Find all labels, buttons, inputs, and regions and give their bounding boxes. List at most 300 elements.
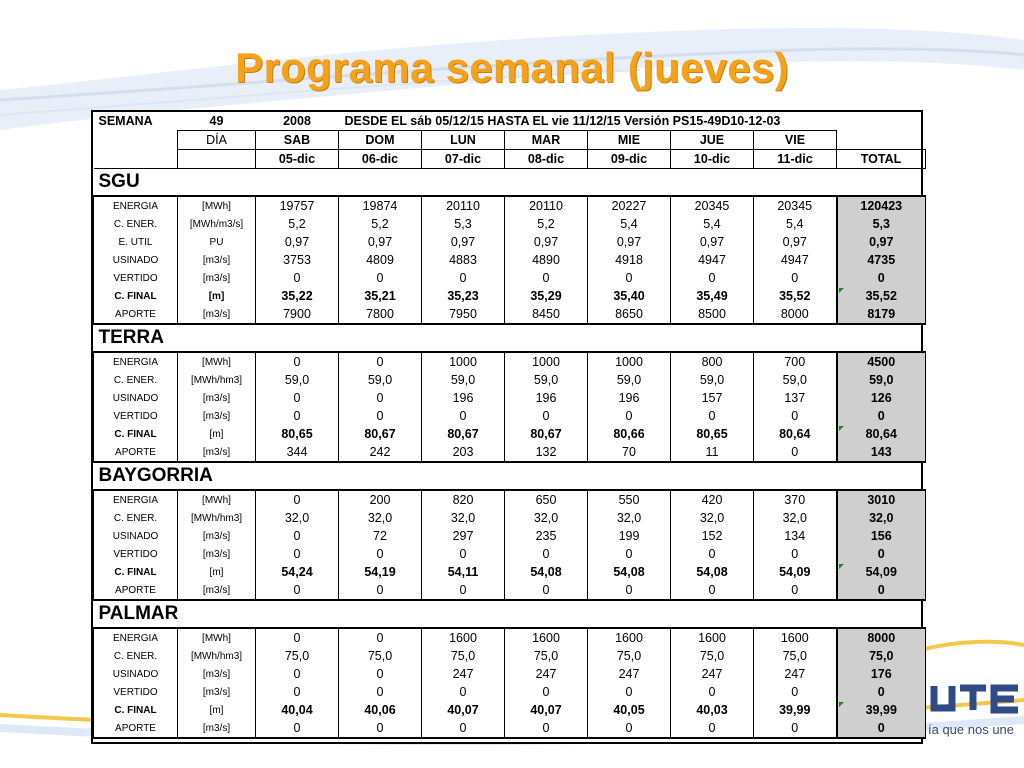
table-row	[94, 443, 926, 462]
value-cell: 59,0	[588, 371, 671, 389]
value-cell: 0	[339, 719, 422, 738]
row-label: USINADO	[94, 665, 178, 683]
value-cell: 0	[754, 545, 837, 563]
weekly-program-table	[93, 112, 926, 739]
value-cell: 80,65	[256, 425, 339, 443]
total-cell	[837, 425, 926, 443]
value-cell: 54,11	[422, 563, 505, 581]
value-cell: 0	[505, 581, 588, 600]
row-label: C. FINAL	[94, 425, 178, 443]
table-row	[94, 527, 926, 545]
value-cell: 54,19	[339, 563, 422, 581]
value-cell: 0,97	[256, 233, 339, 251]
value-cell: 132	[505, 443, 588, 462]
table-row	[94, 581, 926, 600]
row-label: E. UTIL	[94, 233, 178, 251]
value-cell: 0	[256, 683, 339, 701]
value-cell: 0,97	[422, 233, 505, 251]
row-label: C. FINAL	[94, 287, 178, 305]
value-cell: 0	[256, 389, 339, 407]
row-unit: [m3/s]	[178, 527, 256, 545]
row-label: APORTE	[94, 305, 178, 324]
value-cell: 5,2	[505, 215, 588, 233]
cell-comment-marker-icon	[839, 288, 844, 293]
value-cell: 370	[754, 490, 837, 509]
table-row	[94, 269, 926, 287]
row-label: C. FINAL	[94, 563, 178, 581]
total-value: 39,99	[865, 703, 897, 717]
value-cell: 0	[754, 719, 837, 738]
day-date-2: 07-dic	[422, 150, 505, 169]
page-title: Programa semanal (jueves)	[235, 44, 789, 91]
value-cell: 0	[588, 581, 671, 600]
row-label: VERTIDO	[94, 269, 178, 287]
value-cell: 1600	[754, 628, 837, 647]
value-cell: 0	[422, 581, 505, 600]
row-unit: [MWh]	[178, 196, 256, 215]
total-cell	[837, 407, 926, 425]
value-cell: 70	[588, 443, 671, 462]
total-value: 54,09	[865, 565, 897, 579]
section-name: SGU	[94, 169, 926, 197]
table-row	[94, 425, 926, 443]
section-name: TERRA	[94, 324, 926, 352]
value-cell: 3753	[256, 251, 339, 269]
value-cell: 35,40	[588, 287, 671, 305]
value-cell: 0	[256, 665, 339, 683]
value-cell: 820	[422, 490, 505, 509]
total-value: 0,97	[869, 235, 894, 249]
row-unit: [m3/s]	[178, 443, 256, 462]
value-cell: 32,0	[339, 509, 422, 527]
value-cell: 80,65	[671, 425, 754, 443]
value-cell: 0	[256, 269, 339, 287]
day-name-5: JUE	[671, 131, 754, 150]
total-value: 32,0	[869, 511, 894, 525]
day-date-3: 08-dic	[505, 150, 588, 169]
value-cell: 20110	[422, 196, 505, 215]
table-row	[94, 683, 926, 701]
blank-cell	[837, 131, 926, 150]
table-row	[94, 251, 926, 269]
value-cell: 0	[588, 719, 671, 738]
row-label: ENERGIA	[94, 490, 178, 509]
total-cell	[837, 581, 926, 600]
value-cell: 0	[256, 407, 339, 425]
day-date-6: 11-dic	[754, 150, 837, 169]
row-unit: [MWh/hm3]	[178, 371, 256, 389]
date-range-version: DESDE EL sáb 05/12/15 HASTA EL vie 11/12/15 Versión PS15-49D10-12-03	[344, 114, 781, 128]
value-cell: 242	[339, 443, 422, 462]
day-date-5: 10-dic	[671, 150, 754, 169]
value-cell: 0	[339, 581, 422, 600]
value-cell: 32,0	[422, 509, 505, 527]
row-label: APORTE	[94, 719, 178, 738]
value-cell: 0	[671, 545, 754, 563]
total-cell	[837, 719, 926, 738]
day-name-6: VIE	[754, 131, 837, 150]
value-cell: 0	[671, 269, 754, 287]
row-label: VERTIDO	[94, 683, 178, 701]
value-cell: 8500	[671, 305, 754, 324]
total-value: 4500	[867, 355, 896, 369]
value-cell: 4947	[671, 251, 754, 269]
value-cell: 0	[754, 581, 837, 600]
dia-label: DÍA	[178, 131, 256, 150]
value-cell: 35,22	[256, 287, 339, 305]
value-cell: 0	[505, 407, 588, 425]
value-cell: 0,97	[754, 233, 837, 251]
section-header-palmar	[94, 600, 926, 628]
value-cell: 5,4	[671, 215, 754, 233]
total-value: 35,52	[865, 289, 897, 303]
row-label: C. ENER.	[94, 215, 178, 233]
total-cell	[837, 233, 926, 251]
total-cell	[837, 352, 926, 371]
total-value: 0	[877, 409, 885, 423]
value-cell: 0	[256, 581, 339, 600]
header-row	[94, 112, 926, 131]
total-value: 4735	[867, 253, 896, 267]
value-cell: 11	[671, 443, 754, 462]
value-cell: 80,66	[588, 425, 671, 443]
weekly-program-sheet	[91, 110, 923, 744]
row-unit: [m3/s]	[178, 269, 256, 287]
day-date-4: 09-dic	[588, 150, 671, 169]
day-name-row	[94, 131, 926, 150]
table-row	[94, 305, 926, 324]
row-label: ENERGIA	[94, 352, 178, 371]
value-cell: 0,97	[339, 233, 422, 251]
total-cell	[837, 509, 926, 527]
row-unit: [m3/s]	[178, 251, 256, 269]
value-cell: 54,08	[671, 563, 754, 581]
row-label: C. ENER.	[94, 647, 178, 665]
row-unit: [m3/s]	[178, 719, 256, 738]
row-unit: [m]	[178, 425, 256, 443]
total-value: 0	[877, 685, 885, 699]
row-label: C. ENER.	[94, 509, 178, 527]
value-cell: 1000	[588, 352, 671, 371]
value-cell: 344	[256, 443, 339, 462]
value-cell: 297	[422, 527, 505, 545]
total-cell	[837, 683, 926, 701]
value-cell: 1000	[422, 352, 505, 371]
value-cell: 199	[588, 527, 671, 545]
value-cell: 247	[754, 665, 837, 683]
value-cell: 0	[256, 719, 339, 738]
row-unit: [m]	[178, 563, 256, 581]
value-cell: 196	[588, 389, 671, 407]
semana-label: SEMANA	[98, 114, 153, 129]
value-cell: 700	[754, 352, 837, 371]
table-row	[94, 665, 926, 683]
total-value: 75,0	[869, 649, 894, 663]
value-cell: 1600	[505, 628, 588, 647]
value-cell: 35,23	[422, 287, 505, 305]
row-unit: [MWh/m3/s]	[178, 215, 256, 233]
blank-cell	[94, 150, 178, 169]
value-cell: 200	[339, 490, 422, 509]
value-cell: 0	[256, 352, 339, 371]
value-cell: 75,0	[256, 647, 339, 665]
total-value: 80,64	[865, 427, 897, 441]
value-cell: 59,0	[754, 371, 837, 389]
total-cell	[837, 389, 926, 407]
value-cell: 0	[422, 269, 505, 287]
table-row	[94, 545, 926, 563]
value-cell: 1600	[671, 628, 754, 647]
dia-blank	[178, 150, 256, 169]
row-unit: [MWh]	[178, 490, 256, 509]
value-cell: 32,0	[671, 509, 754, 527]
total-value: 176	[870, 667, 892, 681]
value-cell: 152	[671, 527, 754, 545]
row-unit: PU	[178, 233, 256, 251]
value-cell: 54,24	[256, 563, 339, 581]
value-cell: 40,07	[505, 701, 588, 719]
row-unit: [MWh/hm3]	[178, 647, 256, 665]
table-row	[94, 196, 926, 215]
total-cell	[837, 443, 926, 462]
blank-cell	[94, 131, 178, 150]
value-cell: 0,97	[671, 233, 754, 251]
value-cell: 20110	[505, 196, 588, 215]
value-cell: 80,67	[339, 425, 422, 443]
row-unit: [m3/s]	[178, 665, 256, 683]
row-label: ENERGIA	[94, 628, 178, 647]
value-cell: 420	[671, 490, 754, 509]
value-cell: 235	[505, 527, 588, 545]
value-cell: 247	[505, 665, 588, 683]
value-cell: 5,2	[339, 215, 422, 233]
value-cell: 75,0	[505, 647, 588, 665]
total-value: 8179	[867, 307, 896, 321]
value-cell: 0	[422, 683, 505, 701]
value-cell: 0	[339, 352, 422, 371]
value-cell: 0	[339, 665, 422, 683]
value-cell: 247	[588, 665, 671, 683]
value-cell: 59,0	[256, 371, 339, 389]
table-row	[94, 647, 926, 665]
table-row	[94, 509, 926, 527]
semana-number: 49	[209, 114, 224, 128]
row-unit: [m3/s]	[178, 545, 256, 563]
total-cell	[837, 371, 926, 389]
total-cell	[837, 647, 926, 665]
value-cell: 650	[505, 490, 588, 509]
value-cell: 8650	[588, 305, 671, 324]
value-cell: 80,64	[754, 425, 837, 443]
section-name: BAYGORRIA	[94, 462, 926, 490]
value-cell: 137	[754, 389, 837, 407]
value-cell: 4918	[588, 251, 671, 269]
value-cell: 32,0	[754, 509, 837, 527]
value-cell: 247	[422, 665, 505, 683]
total-cell	[837, 269, 926, 287]
section-header-sgu	[94, 169, 926, 197]
day-date-0: 05-dic	[256, 150, 339, 169]
value-cell: 0	[339, 269, 422, 287]
value-cell: 35,21	[339, 287, 422, 305]
total-value: 8000	[867, 631, 896, 645]
value-cell: 40,06	[339, 701, 422, 719]
year: 2008	[283, 114, 311, 128]
total-value: 0	[877, 721, 885, 735]
value-cell: 20227	[588, 196, 671, 215]
value-cell: 75,0	[422, 647, 505, 665]
row-label: ENERGIA	[94, 196, 178, 215]
value-cell: 0	[422, 407, 505, 425]
value-cell: 54,08	[505, 563, 588, 581]
value-cell: 35,52	[754, 287, 837, 305]
table-row	[94, 352, 926, 371]
value-cell: 0	[671, 581, 754, 600]
day-date-row	[94, 150, 926, 169]
total-value: 120423	[860, 199, 903, 213]
row-label: USINADO	[94, 389, 178, 407]
row-label: APORTE	[94, 443, 178, 462]
value-cell: 4947	[754, 251, 837, 269]
value-cell: 0	[671, 407, 754, 425]
value-cell: 0	[256, 545, 339, 563]
total-header: TOTAL	[837, 150, 926, 169]
value-cell: 0	[256, 527, 339, 545]
value-cell: 157	[671, 389, 754, 407]
value-cell: 0	[339, 545, 422, 563]
day-date-1: 06-dic	[339, 150, 422, 169]
value-cell: 0	[754, 269, 837, 287]
total-cell	[837, 287, 926, 305]
value-cell: 72	[339, 527, 422, 545]
value-cell: 800	[671, 352, 754, 371]
total-cell	[837, 251, 926, 269]
row-unit: [m3/s]	[178, 407, 256, 425]
value-cell: 196	[505, 389, 588, 407]
total-value: 126	[870, 391, 892, 405]
value-cell: 20345	[671, 196, 754, 215]
value-cell: 5,2	[256, 215, 339, 233]
value-cell: 0	[339, 683, 422, 701]
row-unit: [m3/s]	[178, 305, 256, 324]
value-cell: 54,09	[754, 563, 837, 581]
total-value: 143	[870, 445, 892, 459]
value-cell: 0	[588, 545, 671, 563]
value-cell: 5,4	[588, 215, 671, 233]
value-cell: 0	[754, 407, 837, 425]
table-row	[94, 490, 926, 509]
value-cell: 19757	[256, 196, 339, 215]
section-name: PALMAR	[94, 600, 926, 628]
day-name-3: MAR	[505, 131, 588, 150]
row-unit: [m]	[178, 287, 256, 305]
row-label: VERTIDO	[94, 545, 178, 563]
row-unit: [MWh]	[178, 628, 256, 647]
total-value: 59,0	[869, 373, 894, 387]
value-cell: 32,0	[505, 509, 588, 527]
value-cell: 0	[422, 545, 505, 563]
value-cell: 203	[422, 443, 505, 462]
value-cell: 40,04	[256, 701, 339, 719]
value-cell: 75,0	[339, 647, 422, 665]
row-label: C. FINAL	[94, 701, 178, 719]
table-row	[94, 371, 926, 389]
value-cell: 0	[505, 545, 588, 563]
day-name-2: LUN	[422, 131, 505, 150]
total-cell	[837, 305, 926, 324]
total-cell	[837, 665, 926, 683]
value-cell: 0	[422, 719, 505, 738]
table-row	[94, 563, 926, 581]
value-cell: 1000	[505, 352, 588, 371]
value-cell: 0	[505, 269, 588, 287]
value-cell: 5,4	[754, 215, 837, 233]
day-name-4: MIE	[588, 131, 671, 150]
value-cell: 0	[754, 683, 837, 701]
value-cell: 0	[588, 683, 671, 701]
value-cell: 7800	[339, 305, 422, 324]
value-cell: 35,29	[505, 287, 588, 305]
value-cell: 0	[339, 407, 422, 425]
row-unit: [m]	[178, 701, 256, 719]
value-cell: 59,0	[339, 371, 422, 389]
table-row	[94, 233, 926, 251]
cell-comment-marker-icon	[839, 564, 844, 569]
total-value: 156	[870, 529, 892, 543]
value-cell: 4809	[339, 251, 422, 269]
section-header-baygorria	[94, 462, 926, 490]
row-unit: [m3/s]	[178, 581, 256, 600]
row-unit: [MWh/hm3]	[178, 509, 256, 527]
table-row	[94, 701, 926, 719]
table-row	[94, 215, 926, 233]
value-cell: 59,0	[422, 371, 505, 389]
value-cell: 0	[339, 389, 422, 407]
value-cell: 0	[505, 719, 588, 738]
cell-comment-marker-icon	[839, 426, 844, 431]
day-name-0: SAB	[256, 131, 339, 150]
value-cell: 550	[588, 490, 671, 509]
row-label: VERTIDO	[94, 407, 178, 425]
row-unit: [m3/s]	[178, 389, 256, 407]
value-cell: 8000	[754, 305, 837, 324]
row-unit: [MWh]	[178, 352, 256, 371]
total-cell	[837, 490, 926, 509]
value-cell: 0,97	[505, 233, 588, 251]
value-cell: 0	[256, 628, 339, 647]
row-label: APORTE	[94, 581, 178, 600]
value-cell: 1600	[588, 628, 671, 647]
value-cell: 0	[588, 269, 671, 287]
total-cell	[837, 701, 926, 719]
table-row	[94, 628, 926, 647]
row-label: USINADO	[94, 527, 178, 545]
value-cell: 7950	[422, 305, 505, 324]
total-cell	[837, 215, 926, 233]
value-cell: 39,99	[754, 701, 837, 719]
day-name-1: DOM	[339, 131, 422, 150]
value-cell: 20345	[754, 196, 837, 215]
table-row	[94, 287, 926, 305]
value-cell: 40,03	[671, 701, 754, 719]
table-row	[94, 389, 926, 407]
value-cell: 0,97	[588, 233, 671, 251]
value-cell: 5,3	[422, 215, 505, 233]
value-cell: 0	[588, 407, 671, 425]
value-cell: 19874	[339, 196, 422, 215]
value-cell: 247	[671, 665, 754, 683]
value-cell: 75,0	[754, 647, 837, 665]
